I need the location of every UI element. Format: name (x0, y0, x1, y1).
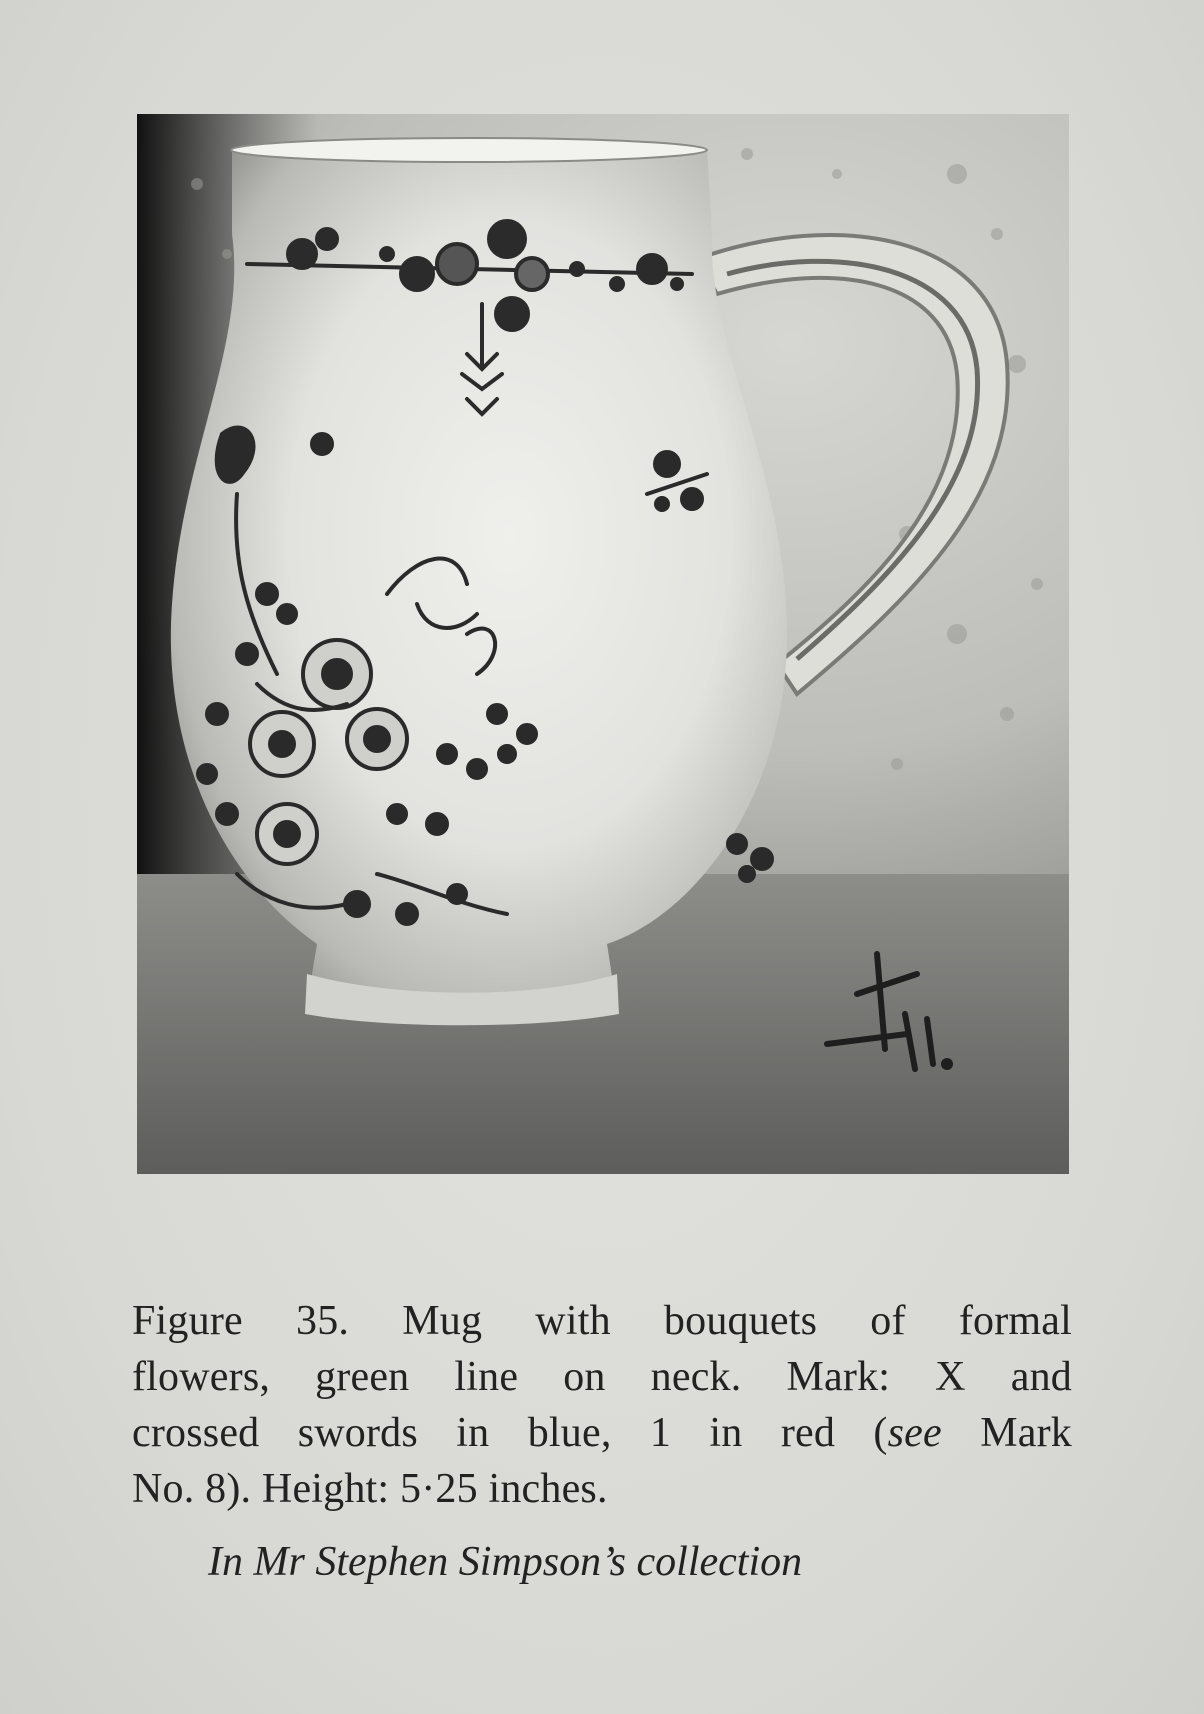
collection-credit: In Mr Stephen Simpson’s collection (208, 1539, 803, 1585)
caption-line (132, 1405, 1072, 1461)
caption-line: Figure 35. Mug with bouquets of formal (132, 1298, 1072, 1344)
caption-line: No. 8). Height: 5·25 inches. (132, 1466, 608, 1512)
figure-caption (132, 1293, 1072, 1517)
mug-photograph (137, 114, 1069, 1174)
caption-text: crossed swords in blue, 1 in red ( (132, 1410, 888, 1456)
caption-see-italic: see (887, 1410, 942, 1456)
caption-text: Mark (941, 1410, 1072, 1456)
mug-image (137, 114, 1069, 1174)
caption-line: flowers, green line on neck. Mark: X and (132, 1354, 1072, 1400)
